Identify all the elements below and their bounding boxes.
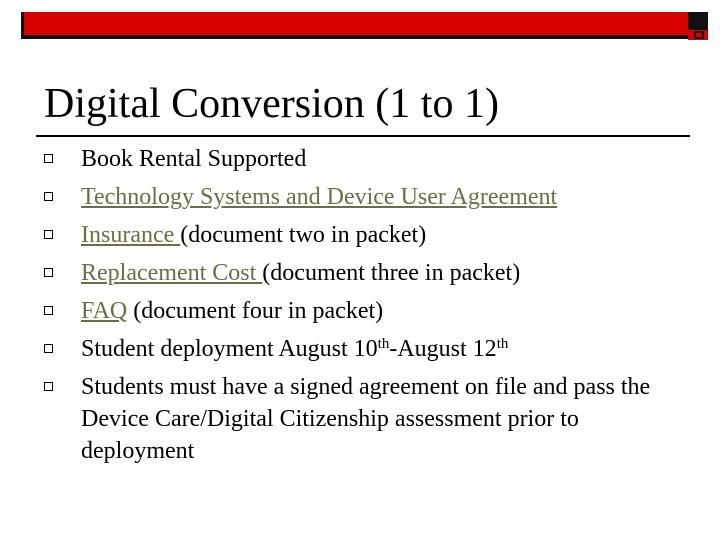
replacement-cost-link[interactable]: Replacement Cost xyxy=(81,260,263,286)
bullet-text: -August 12 xyxy=(389,336,497,362)
bullet-item xyxy=(44,257,684,289)
hollow-square-icon xyxy=(44,344,53,353)
bullet-list xyxy=(44,143,684,473)
bullet-item xyxy=(44,333,684,365)
bullet-text: Student deployment August 10 xyxy=(81,336,378,362)
hollow-square-icon xyxy=(44,192,53,201)
hollow-square-icon xyxy=(44,306,53,315)
bullet-text: (document four in packet) xyxy=(127,298,384,324)
insurance-link[interactable]: Insurance xyxy=(81,222,181,248)
bullet-item xyxy=(44,181,684,213)
ordinal-suffix: th xyxy=(377,336,390,352)
ordinal-suffix: th xyxy=(496,336,509,352)
bullet-item xyxy=(44,371,684,467)
faq-link[interactable]: FAQ xyxy=(81,298,128,324)
corner-dark-block xyxy=(688,12,708,30)
bullet-text: (document two in packet) xyxy=(180,222,427,248)
title-divider xyxy=(36,135,690,137)
corner-decoration xyxy=(688,12,708,40)
bullet-item xyxy=(44,295,684,327)
bullet-text: Book Rental Supported xyxy=(81,146,307,172)
bullet-text: Students must have a signed agreement on file and pass the Device Care/Digital Citizenship assessment prior to deployment xyxy=(81,374,651,464)
header-banner xyxy=(21,12,688,39)
bullet-item xyxy=(44,143,684,175)
bullet-text: (document three in packet) xyxy=(262,260,521,286)
hollow-square-icon xyxy=(44,268,53,277)
agreement-link[interactable]: Technology Systems and Device User Agreement xyxy=(81,184,558,210)
slide-title: Digital Conversion (1 to 1) xyxy=(44,81,499,127)
hollow-square-icon xyxy=(44,230,53,239)
corner-small-square xyxy=(688,30,708,40)
bullet-item xyxy=(44,219,684,251)
hollow-square-icon xyxy=(44,154,53,163)
hollow-square-icon xyxy=(44,382,53,391)
